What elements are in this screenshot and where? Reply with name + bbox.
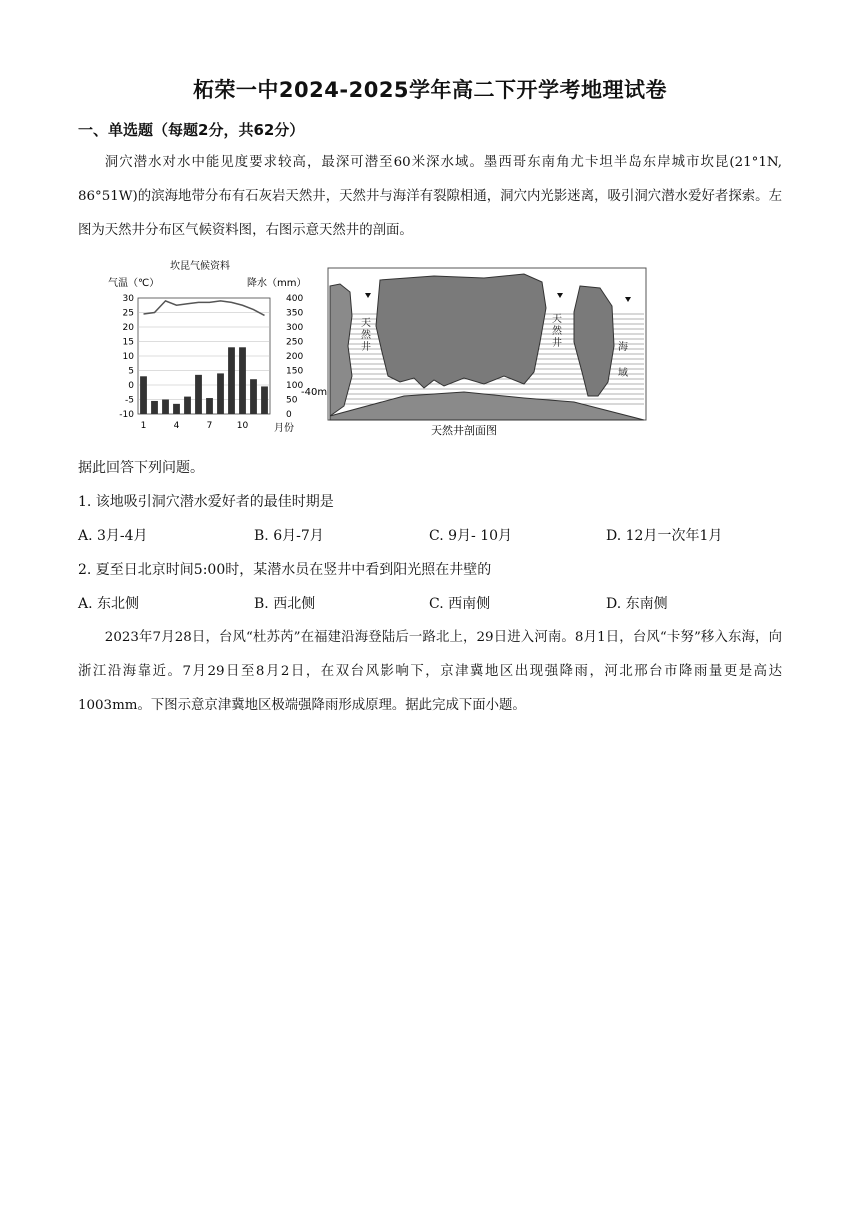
q1-option-b[interactable]: B. 6月-7月 xyxy=(254,528,324,544)
precip-tick-label: 300 xyxy=(286,323,304,333)
svg-text:然: 然 xyxy=(552,326,562,337)
precip-bar xyxy=(250,379,257,414)
q2-option-c[interactable]: C. 西南侧 xyxy=(429,596,491,612)
q2-option-b[interactable]: B. 西北侧 xyxy=(254,596,316,612)
temp-tick-label: 25 xyxy=(122,308,134,319)
q1-option-c[interactable]: C. 9月- 10月 xyxy=(429,528,513,544)
q1-option-a[interactable]: A. 3月-4月 xyxy=(78,528,148,544)
svg-text:天: 天 xyxy=(361,318,371,329)
svg-text:然: 然 xyxy=(361,330,371,341)
precip-bar xyxy=(195,375,202,414)
section-heading: 一、单选题（每题2分，共62分） xyxy=(78,121,305,139)
intro-paragraph xyxy=(78,146,782,248)
temp-tick-label: 20 xyxy=(122,323,134,333)
precip-bar xyxy=(261,386,268,414)
svg-text:海: 海 xyxy=(618,342,628,353)
page-title: 柘荣一中2024-2025学年高二下开学考地理试卷 xyxy=(192,78,668,102)
month-tick-label: 10 xyxy=(236,421,249,431)
depth-label: -40m xyxy=(301,387,328,398)
svg-text:天: 天 xyxy=(552,314,562,325)
precip-tick-label: 350 xyxy=(286,308,304,319)
well-label-right xyxy=(552,313,563,349)
precip-tick-label: 150 xyxy=(286,366,304,377)
precip-bar xyxy=(184,397,191,414)
climate-title: 坎昆气候资料 xyxy=(170,261,230,272)
climate-chart xyxy=(108,259,306,434)
figure xyxy=(104,256,650,442)
well-label-left xyxy=(361,317,372,353)
precip-tick-label: 250 xyxy=(286,337,304,348)
month-tick-label: 4 xyxy=(173,421,180,431)
question-2-stem: 2. 夏至日北京时间5:00时，某潜水员在竖井中看到阳光照在井壁的 xyxy=(78,562,492,578)
temp-tick-label: -10 xyxy=(119,410,134,420)
prompt-line: 据此回答下列问题。 xyxy=(78,460,204,476)
right-rock xyxy=(574,286,614,396)
precip-tick-label: 0 xyxy=(286,410,292,420)
temp-tick-label: -5 xyxy=(125,395,134,406)
temp-axis-label: 气温（℃） xyxy=(108,278,160,289)
cross-section xyxy=(301,268,646,437)
temp-tick-label: 0 xyxy=(128,381,134,391)
section-caption: 天然井剖面图 xyxy=(431,424,497,437)
temp-tick-label: 10 xyxy=(122,352,134,362)
q1-option-d[interactable]: D. 12月一次年1月 xyxy=(606,528,723,544)
precip-bar xyxy=(239,347,246,414)
month-tick-label: 1 xyxy=(140,421,147,431)
q2-option-a[interactable]: A. 东北侧 xyxy=(78,596,140,612)
temp-tick-label: 30 xyxy=(122,294,134,304)
precip-tick-label: 200 xyxy=(286,352,304,362)
temp-ticks xyxy=(119,294,134,420)
month-tick-label: 7 xyxy=(206,421,213,431)
svg-text:井: 井 xyxy=(552,338,562,349)
precip-tick-label: 100 xyxy=(286,381,304,391)
svg-text:域: 域 xyxy=(618,368,628,379)
question-1-stem: 1. 该地吸引洞穴潜水爱好者的最佳时期是 xyxy=(78,494,334,510)
precip-tick-label: 50 xyxy=(286,395,298,406)
precip-bar xyxy=(162,400,169,415)
precip-bar xyxy=(151,401,158,414)
temp-tick-label: 5 xyxy=(128,366,134,377)
precip-bar xyxy=(228,347,235,414)
precip-bar xyxy=(206,398,213,414)
central-rock xyxy=(376,274,546,388)
month-ticks xyxy=(141,421,249,431)
precip-bar xyxy=(173,404,180,414)
left-rock xyxy=(330,284,352,416)
temp-tick-label: 15 xyxy=(122,337,134,348)
month-label: 月份 xyxy=(274,423,294,434)
precip-axis-label: 降水（mm） xyxy=(247,278,307,289)
temperature-line xyxy=(144,301,265,316)
second-paragraph xyxy=(78,621,782,723)
intro-paragraph-text: 洞穴潜水对水中能见度要求较高，最深可潜至60米深水域。墨西哥东南角尤卡坦半岛东岸城市坎昆(21°1N, 86°51W)的滨海地带分布有石灰岩天然井，天然井与海洋有裂隙相通，洞穴内光影迷离，吸引洞穴潜水爱好者探索。左图为天然井分布区气候资料图，右图示意天然井的剖面。 xyxy=(78,155,782,238)
precip-bars xyxy=(140,347,268,414)
precip-bar xyxy=(217,373,224,414)
sea-label xyxy=(618,340,628,379)
figure-svg xyxy=(104,256,650,442)
precip-ticks xyxy=(286,294,303,420)
second-paragraph-text: 2023年7月28日，台风“杜苏芮”在福建沿海登陆后一路北上，29日进入河南。8月1日，台风“卡努”移入东海，向浙江沿海靠近。7月29日至8月2日，在双台风影响下，京津冀地区出现强降雨，河北邢台市降雨量更是高达1003mm。下图示意京津冀地区极端强降雨形成原理。据此完成下面小题。 xyxy=(78,630,782,713)
precip-tick-label: 400 xyxy=(286,294,304,304)
svg-text:井: 井 xyxy=(361,342,371,353)
precip-bar xyxy=(140,376,147,414)
q2-option-d[interactable]: D. 东南侧 xyxy=(606,596,668,612)
